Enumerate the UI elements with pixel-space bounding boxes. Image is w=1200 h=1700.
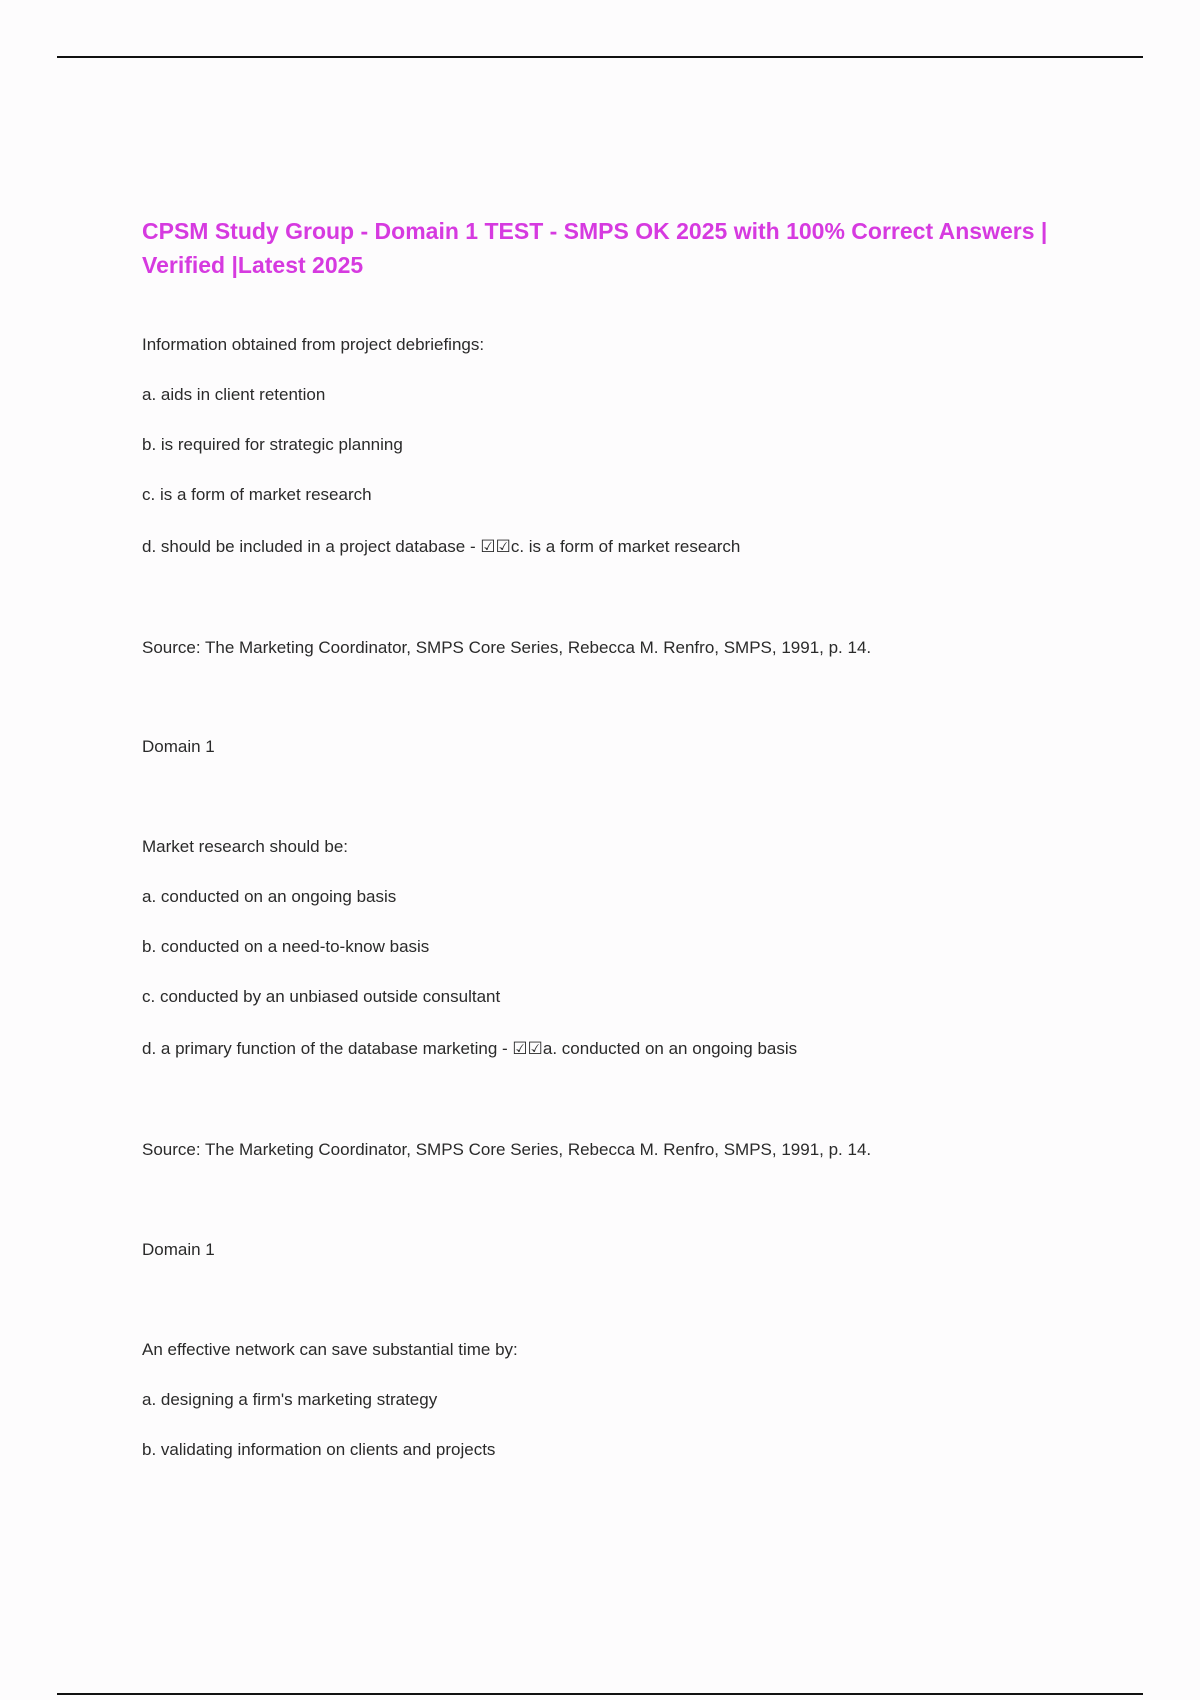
q1-option-b: b. is required for strategic planning [142, 435, 403, 454]
q2-option-a: a. conducted on an ongoing basis [142, 887, 397, 906]
q2-domain: Domain 1 [142, 1240, 215, 1259]
q2-source: Source: The Marketing Coordinator, SMPS Core Series, Rebecca M. Renfro, SMPS, 1991, p. 14. [142, 1140, 872, 1159]
q2-option-b: b. conducted on a need-to-know basis [142, 937, 430, 956]
q1-option-c: c. is a form of market research [142, 485, 372, 504]
footer-rule [57, 1693, 1143, 1695]
q1-option-a: a. aids in client retention [142, 385, 326, 404]
q3-option-b: b. validating information on clients and projects [142, 1440, 496, 1459]
q1-source: Source: The Marketing Coordinator, SMPS Core Series, Rebecca M. Renfro, SMPS, 1991, p. 14. [142, 638, 872, 657]
q3-option-a: a. designing a firm's marketing strategy [142, 1390, 438, 1409]
question-3: An effective network can save substantial time by: [142, 1340, 518, 1359]
q1-domain: Domain 1 [142, 737, 215, 756]
q1-option-d-answer: d. should be included in a project database - ☑☑c. is a form of market research [142, 537, 741, 556]
question-1: Information obtained from project debriefings: [142, 335, 485, 354]
q2-option-c: c. conducted by an unbiased outside consultant [142, 987, 501, 1006]
question-2: Market research should be: [142, 837, 348, 856]
document-title: CPSM Study Group - Domain 1 TEST - SMPS OK 2025 with 100% Correct Answers | Verified |Latest 2025 [142, 218, 1048, 278]
q2-option-d-answer: d. a primary function of the database marketing - ☑☑a. conducted on an ongoing basis [142, 1039, 798, 1058]
header-rule [57, 56, 1143, 58]
